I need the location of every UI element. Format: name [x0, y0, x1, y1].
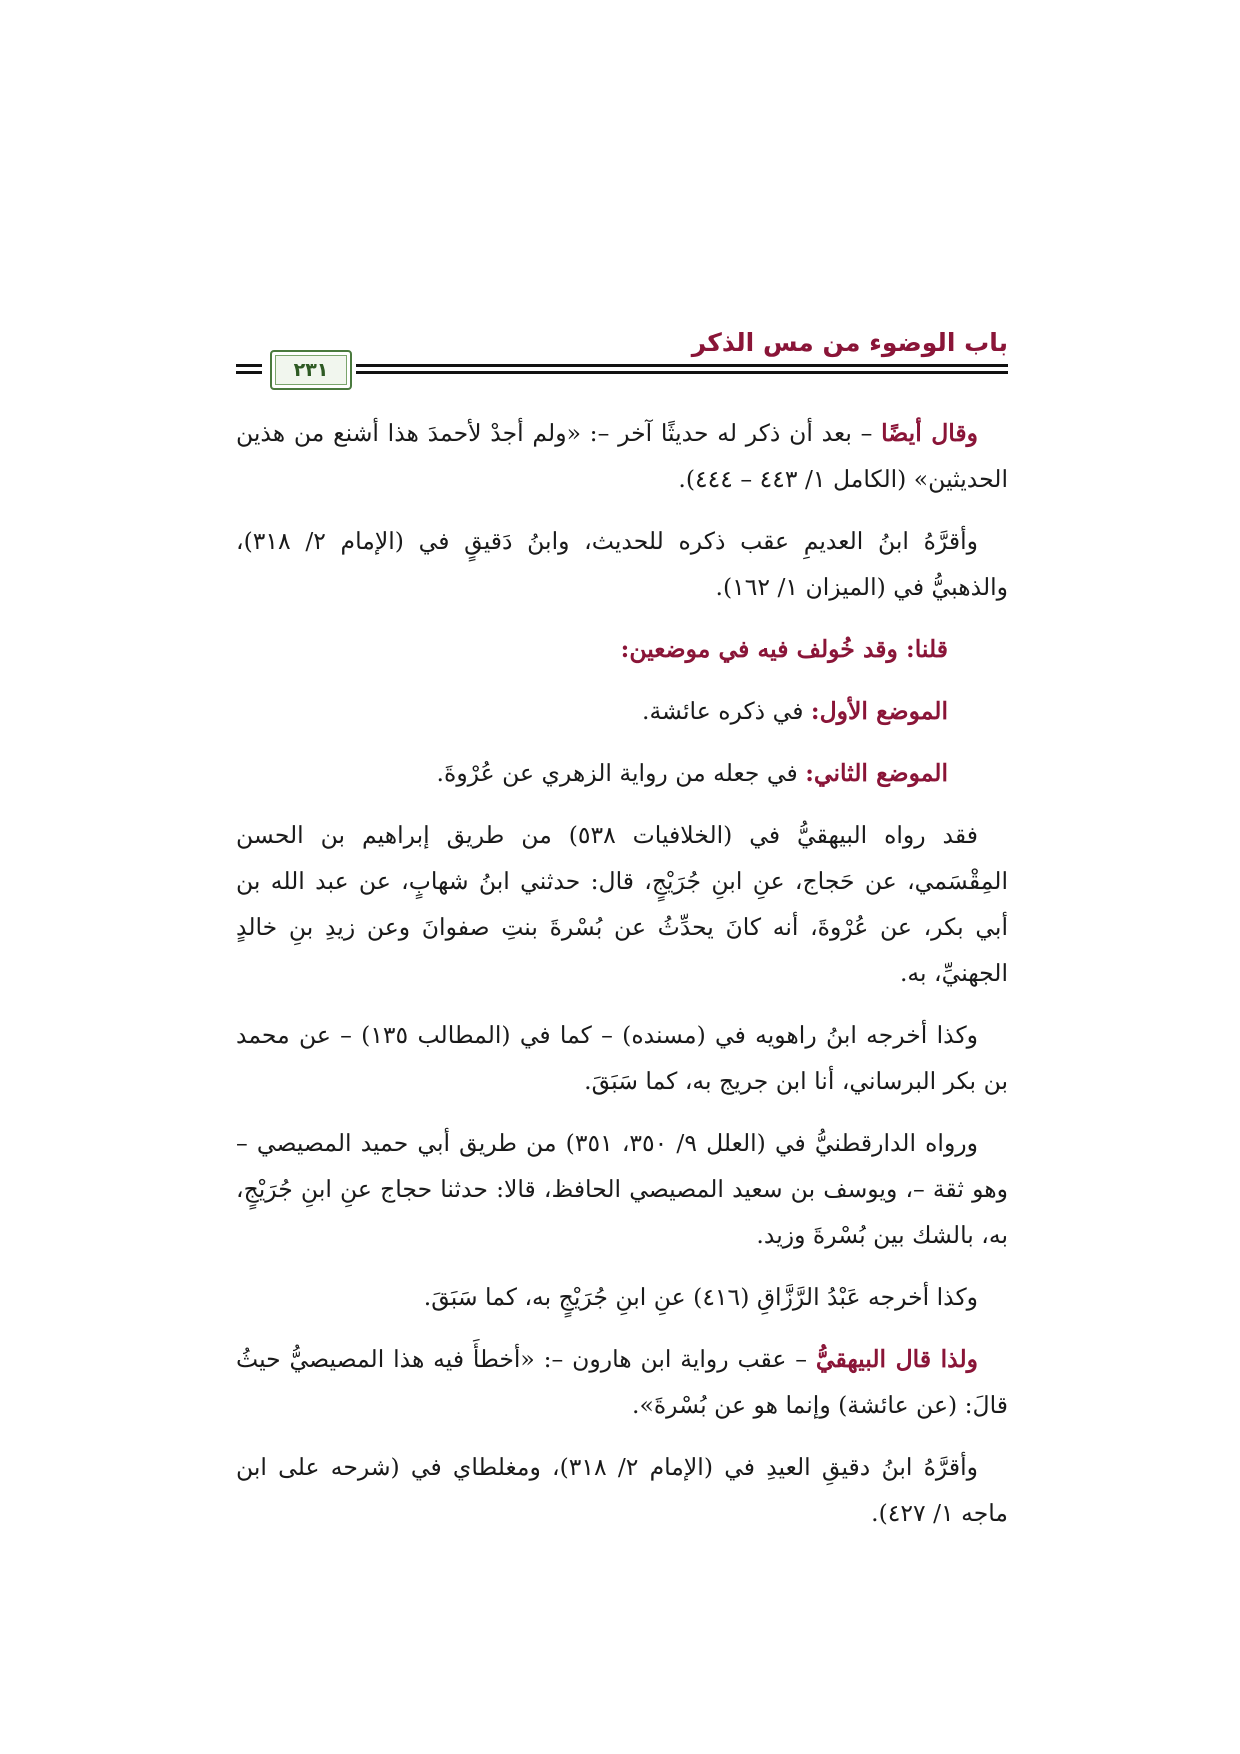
paragraph-text: في ذكره عائشة. — [641, 697, 811, 725]
paragraph — [236, 626, 1008, 672]
paragraph — [236, 688, 1008, 734]
chapter-title: باب الوضوء من مس الذكر — [691, 328, 1008, 357]
paragraph-text: فقد رواه البيهقيُّ في (الخلافيات ٥٣٨) من طريق إبراهيم بن الحسن المِقْسَمي، عن حَجاج، عنِ ابنِ جُرَيْجٍ، قال: حدثني ابنُ شهابٍ، عن عبد الله بن أبي بكر، عن عُرْوةَ، أنه كانَ يحدِّثُ عن بُسْرةَ بنتِ صفوانَ وعن زيدِ بنِ خالدٍ الجهنيِّ، به. — [236, 821, 1008, 987]
page-header — [236, 318, 1008, 388]
paragraph — [236, 1012, 1008, 1104]
paragraph-text: – عقب رواية ابن هارون –: «أخطأَ فيه هذا المصيصيُّ حيثُ قالَ: (عن عائشة) وإنما هو عن بُسْرةَ». — [236, 1345, 1008, 1419]
paragraph-text: وأقرَّهُ ابنُ دقيقِ العيدِ في (الإمام ٢/ ٣١٨)، ومغلطاي في (شرحه على ابن ماجه ١/ ٤٢٧). — [236, 1453, 1008, 1527]
paragraph-text: ورواه الدارقطنيُّ في (العلل ٩/ ٣٥٠، ٣٥١) من طريق أبي حميد المصيصي – وهو ثقة –، ويوسف بن سعيد المصيصي الحافظ، قالا: حدثنا حجاج عنِ ابنِ جُرَيْجٍ، به، بالشك بين بُسْرةَ وزيد. — [236, 1129, 1008, 1249]
header-rule — [236, 371, 262, 374]
paragraph — [236, 812, 1008, 996]
paragraph-lead: الموضع الثاني: — [805, 759, 948, 787]
page-body — [236, 410, 1008, 1552]
header-rule — [356, 364, 1008, 367]
paragraph — [236, 1120, 1008, 1258]
header-rule — [236, 364, 262, 367]
paragraph-text: – بعد أن ذكر له حديثًا آخر –: «ولم أجدْ لأحمدَ هذا أشنع من هذين الحديثين» (الكامل ١/ ٤٤٣ – ٤٤٤). — [236, 419, 1008, 493]
paragraph-text: وأقرَّهُ ابنُ العديمِ عقب ذكره للحديث، وابنُ دَقيقٍ في (الإمام ٢/ ٣١٨)، والذهبيُّ في (الميزان ١/ ١٦٢). — [236, 527, 1008, 601]
page-number: ٢٣١ — [293, 359, 329, 381]
paragraph-text: في جعله من رواية الزهري عن عُرْوةَ. — [436, 759, 806, 787]
paragraph-lead: ولذا قال البيهقيُّ — [815, 1345, 978, 1373]
paragraph-lead: قلنا: وقد خُولف فيه في موضعين: — [620, 635, 948, 663]
paragraph-text: وكذا أخرجه عَبْدُ الرَّزَّاقِ (٤١٦) عنِ ابنِ جُرَيْجٍ به، كما سَبَقَ. — [423, 1283, 978, 1311]
paragraph — [236, 1274, 1008, 1320]
paragraph — [236, 750, 1008, 796]
paragraph-lead: الموضع الأول: — [810, 697, 948, 725]
page-number-badge — [270, 350, 352, 390]
header-rule — [356, 371, 1008, 374]
paragraph-text: وكذا أخرجه ابنُ راهويه في (مسنده) – كما في (المطالب ١٣٥) – عن محمد بن بكر البرساني، أنا ابن جريج به، كما سَبَقَ. — [236, 1021, 1008, 1095]
paragraph — [236, 1444, 1008, 1536]
paragraph — [236, 410, 1008, 502]
paragraph — [236, 518, 1008, 610]
paragraph-lead: وقال أيضًا — [881, 419, 979, 447]
paragraph — [236, 1336, 1008, 1428]
